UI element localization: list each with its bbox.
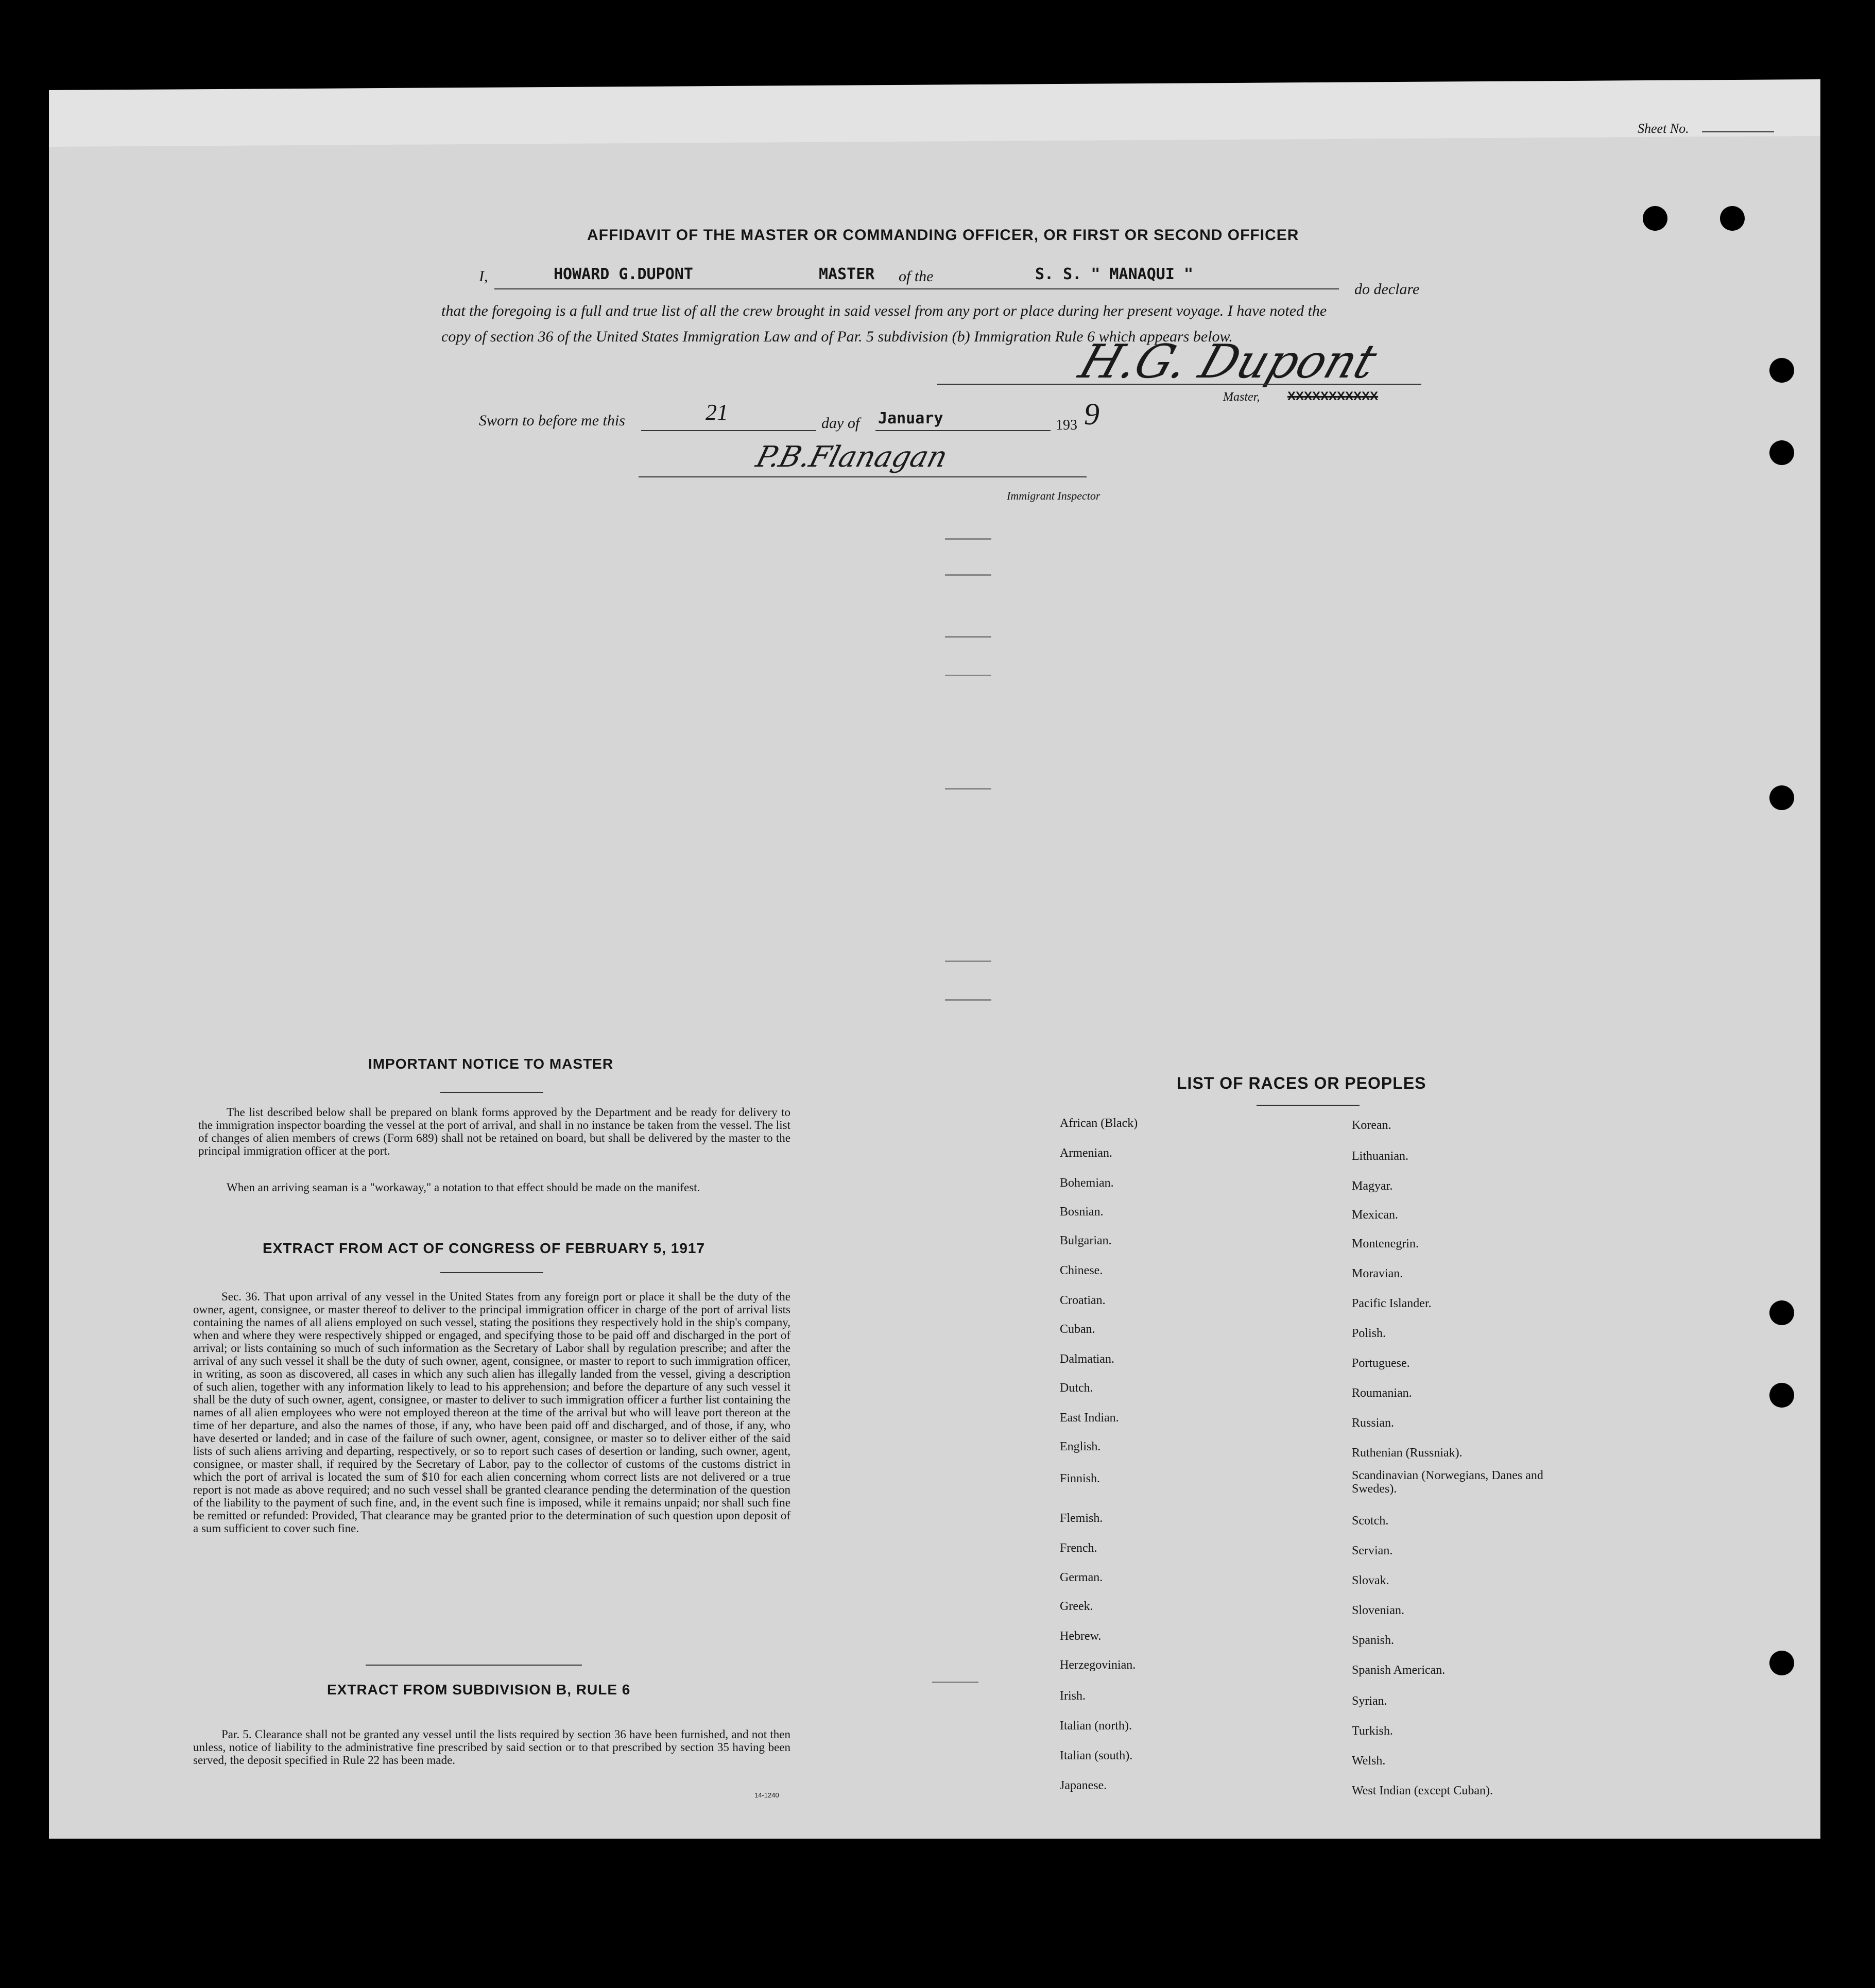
affidavit-title: AFFIDAVIT OF THE MASTER OR COMMANDING OFFICER, OR FIRST OR SECOND OFFICER: [587, 227, 1299, 244]
race-item: Bosnian.: [1060, 1205, 1104, 1219]
race-item: Moravian.: [1352, 1267, 1403, 1280]
sworn-year-handwritten: 9: [1084, 397, 1099, 431]
race-item: Italian (south).: [1060, 1749, 1133, 1762]
race-item: Herzegovinian.: [1060, 1658, 1136, 1672]
punch-hole: [1769, 1651, 1794, 1675]
sworn-day: 21: [706, 400, 728, 425]
race-item: Cuban.: [1060, 1323, 1095, 1336]
sheet-number-line: [1702, 131, 1774, 132]
race-item: Greek.: [1060, 1600, 1093, 1613]
bleed-mark: [945, 574, 991, 576]
race-item: Irish.: [1060, 1689, 1086, 1703]
notice-rule: [440, 1092, 543, 1093]
race-item: Bulgarian.: [1060, 1234, 1112, 1247]
race-item: Dalmatian.: [1060, 1352, 1114, 1366]
name-line: [494, 288, 1339, 289]
race-item: Magyar.: [1352, 1179, 1393, 1193]
punch-hole: [1769, 1383, 1794, 1408]
extract-rule-title: EXTRACT FROM SUBDIVISION B, RULE 6: [327, 1682, 631, 1698]
race-item: Slovak.: [1352, 1574, 1389, 1587]
race-item: Hebrew.: [1060, 1630, 1102, 1643]
race-item: Mexican.: [1352, 1208, 1398, 1222]
race-item: Korean.: [1352, 1119, 1391, 1132]
bleed-mark: [945, 999, 991, 1001]
master-signature-line: [937, 384, 1421, 385]
month-line: [875, 430, 1051, 431]
punch-hole: [1769, 785, 1794, 810]
race-item: African (Black): [1060, 1117, 1138, 1130]
affidavit-line-2: that the foregoing is a full and true list of all the crew brought in said vessel from any port or place during her present voyage. I have noted the: [441, 302, 1327, 319]
race-item: French.: [1060, 1541, 1097, 1555]
extract-act-text: Sec. 36. That upon arrival of any vessel in the United States from any foreign port or place it shall be the duty of the owner, agent, consignee, or master thereof to deliver to the principal immigration officer in charge of the port of arrival lists containing the names of all aliens employed on such vessel, stating the positions they respectively hold in the ship's company, when and where they were respectively shipped or engaged, and specifying those to be paid off and discharged in the port of arrival; or lists containing so much of such information as the Secretary of Labor shall by regulation prescribe; and after the arrival of any such vessel it shall be the duty of such owner, agent, consignee, or master to report to such immigration officer, in writing, as soon as discovered, all cases in which any such alien has illegally landed from the vessel, giving a description of such alien, together with any information likely to lead to his apprehension; and before the departure of any such vessel it shall be the duty of such owner, agent, consignee, or master to deliver to such immigration officer a further list containing the names of all alien employees who were not employed thereon at the time of the arrival but who will leave port thereon at the time of her departure, and also the names of those, if any, who have been paid off and discharged, and of those, if any, who have deserted or landed; and in case of the failure of such owner, agent, consignee, or master so to deliver either of the said lists of such aliens arriving and departing, respectively, or so to report such cases of desertion or landing, such owner, agent, consignee, or master shall, if required by the Secretary of Labor, pay to the collector of customs of the customs district in which the port of arrival is located the sum of $10 for each alien concerning whom correct lists are not delivered or a true report is not made as above required; and no such vessel shall be granted clearance pending the determination of the question of the liability to the payment of such fine, and, in the event such fine is imposed, while it remains unpaid; nor shall such fine be remitted or refunded: Provided, That clearance may be granted prior to the determination of such question upon deposit of a sum sufficient to cover such fine.: [193, 1290, 790, 1535]
races-rule: [1257, 1105, 1360, 1106]
sworn-year: 193: [1056, 417, 1077, 433]
race-item: Slovenian.: [1352, 1604, 1404, 1617]
struck-title: XXXXXXXXXXX: [1287, 389, 1379, 403]
race-item: Lithuanian.: [1352, 1150, 1408, 1163]
race-item: Spanish American.: [1352, 1664, 1446, 1677]
race-item: Servian.: [1352, 1544, 1393, 1557]
bleed-mark: [945, 538, 991, 540]
top-paper-strip: [49, 79, 1820, 147]
of-the-label: of the: [899, 268, 934, 285]
inspector-label: Immigrant Inspector: [1007, 489, 1100, 502]
race-item: English.: [1060, 1440, 1101, 1453]
notice-title: IMPORTANT NOTICE TO MASTER: [368, 1056, 614, 1072]
race-item: German.: [1060, 1571, 1103, 1584]
vessel-name: S. S. " MANAQUI ": [1035, 265, 1194, 283]
race-item: Finnish.: [1060, 1472, 1100, 1485]
sworn-month: January: [878, 409, 943, 427]
punch-hole: [1769, 440, 1794, 465]
sheet-number-label: Sheet No.: [1638, 121, 1689, 136]
affidavit-line-3: copy of section 36 of the United States Immigration Law and of Par. 5 subdivision (b) Immigration Rule 6 which appears below.: [441, 328, 1233, 345]
master-label: Master,: [1223, 390, 1260, 404]
race-item: Scandinavian (Norwegians, Danes and Swedes).: [1352, 1469, 1543, 1496]
punch-hole: [1769, 1300, 1794, 1325]
race-item: Chinese.: [1060, 1264, 1103, 1277]
bleed-mark: [932, 1682, 978, 1683]
form-number: 14-1240: [754, 1791, 779, 1799]
race-item: Dutch.: [1060, 1381, 1093, 1395]
extract-act-title: EXTRACT FROM ACT OF CONGRESS OF FEBRUARY 5, 1917: [263, 1240, 706, 1256]
inspector-signature-line: [639, 476, 1087, 477]
i-label: I,: [479, 268, 488, 285]
notice-text-1: The list described below shall be prepared on blank forms approved by the Department and be ready for delivery to the immigration inspector boarding the vessel at the port of arrival, and shall in no instance be taken from the vessel. The list of changes of alien members of crews (Form 689) shall not be retained on board, but shall be delivered by the master to the principal immigration officer at the port.: [198, 1106, 790, 1157]
notice-text-2: When an arriving seaman is a "workaway," a notation to that effect should be made on the manifest.: [227, 1181, 700, 1194]
extract-act-rule: [440, 1272, 543, 1273]
extract-rule-text: Par. 5. Clearance shall not be granted any vessel until the lists required by section 36 have been furnished, and not then unless, notice of liability to the administrative fine prescribed by said section or to that prescribed by section 35 having been served, the deposit specified in Rule 22 has been made.: [193, 1728, 790, 1767]
race-item: Portuguese.: [1352, 1357, 1410, 1370]
race-item: Scotch.: [1352, 1514, 1389, 1528]
day-line: [641, 430, 816, 431]
sworn-label: Sworn to before me this: [479, 412, 625, 429]
race-item: Bohemian.: [1060, 1176, 1114, 1190]
punch-hole: [1720, 206, 1745, 231]
master-name: HOWARD G.DUPONT: [554, 265, 693, 283]
race-item: Flemish.: [1060, 1512, 1103, 1525]
race-item: Japanese.: [1060, 1779, 1107, 1792]
document-page: [49, 126, 1820, 1839]
master-rank: MASTER: [819, 265, 875, 283]
bleed-mark: [945, 788, 991, 790]
race-item: Syrian.: [1352, 1694, 1387, 1708]
race-item: Croatian.: [1060, 1294, 1106, 1307]
race-item: Pacific Islander.: [1352, 1297, 1432, 1310]
race-item: Montenegrin.: [1352, 1237, 1419, 1250]
inspector-signature: P.B.Flanagan: [752, 440, 951, 474]
race-item: West Indian (except Cuban).: [1352, 1784, 1493, 1797]
bleed-mark: [945, 675, 991, 676]
punch-hole: [1769, 358, 1794, 383]
bleed-mark: [945, 636, 991, 638]
do-declare-label: do declare: [1354, 281, 1420, 298]
bleed-mark: [945, 961, 991, 962]
extract-act-end-rule: [366, 1665, 582, 1666]
punch-hole: [1643, 206, 1667, 231]
race-item: Italian (north).: [1060, 1719, 1132, 1733]
day-of-label: day of: [821, 415, 860, 432]
race-item: Spanish.: [1352, 1634, 1395, 1647]
race-item: Turkish.: [1352, 1724, 1393, 1738]
master-signature: H.G. Dupont: [1072, 335, 1384, 389]
race-item: Roumanian.: [1352, 1386, 1412, 1400]
race-item: Ruthenian (Russniak).: [1352, 1446, 1463, 1460]
race-item: Welsh.: [1352, 1754, 1386, 1768]
race-item: East Indian.: [1060, 1411, 1119, 1425]
races-title: LIST OF RACES OR PEOPLES: [1177, 1074, 1426, 1092]
race-item: Russian.: [1352, 1416, 1395, 1430]
race-item: Polish.: [1352, 1327, 1386, 1340]
race-item: Armenian.: [1060, 1146, 1112, 1160]
